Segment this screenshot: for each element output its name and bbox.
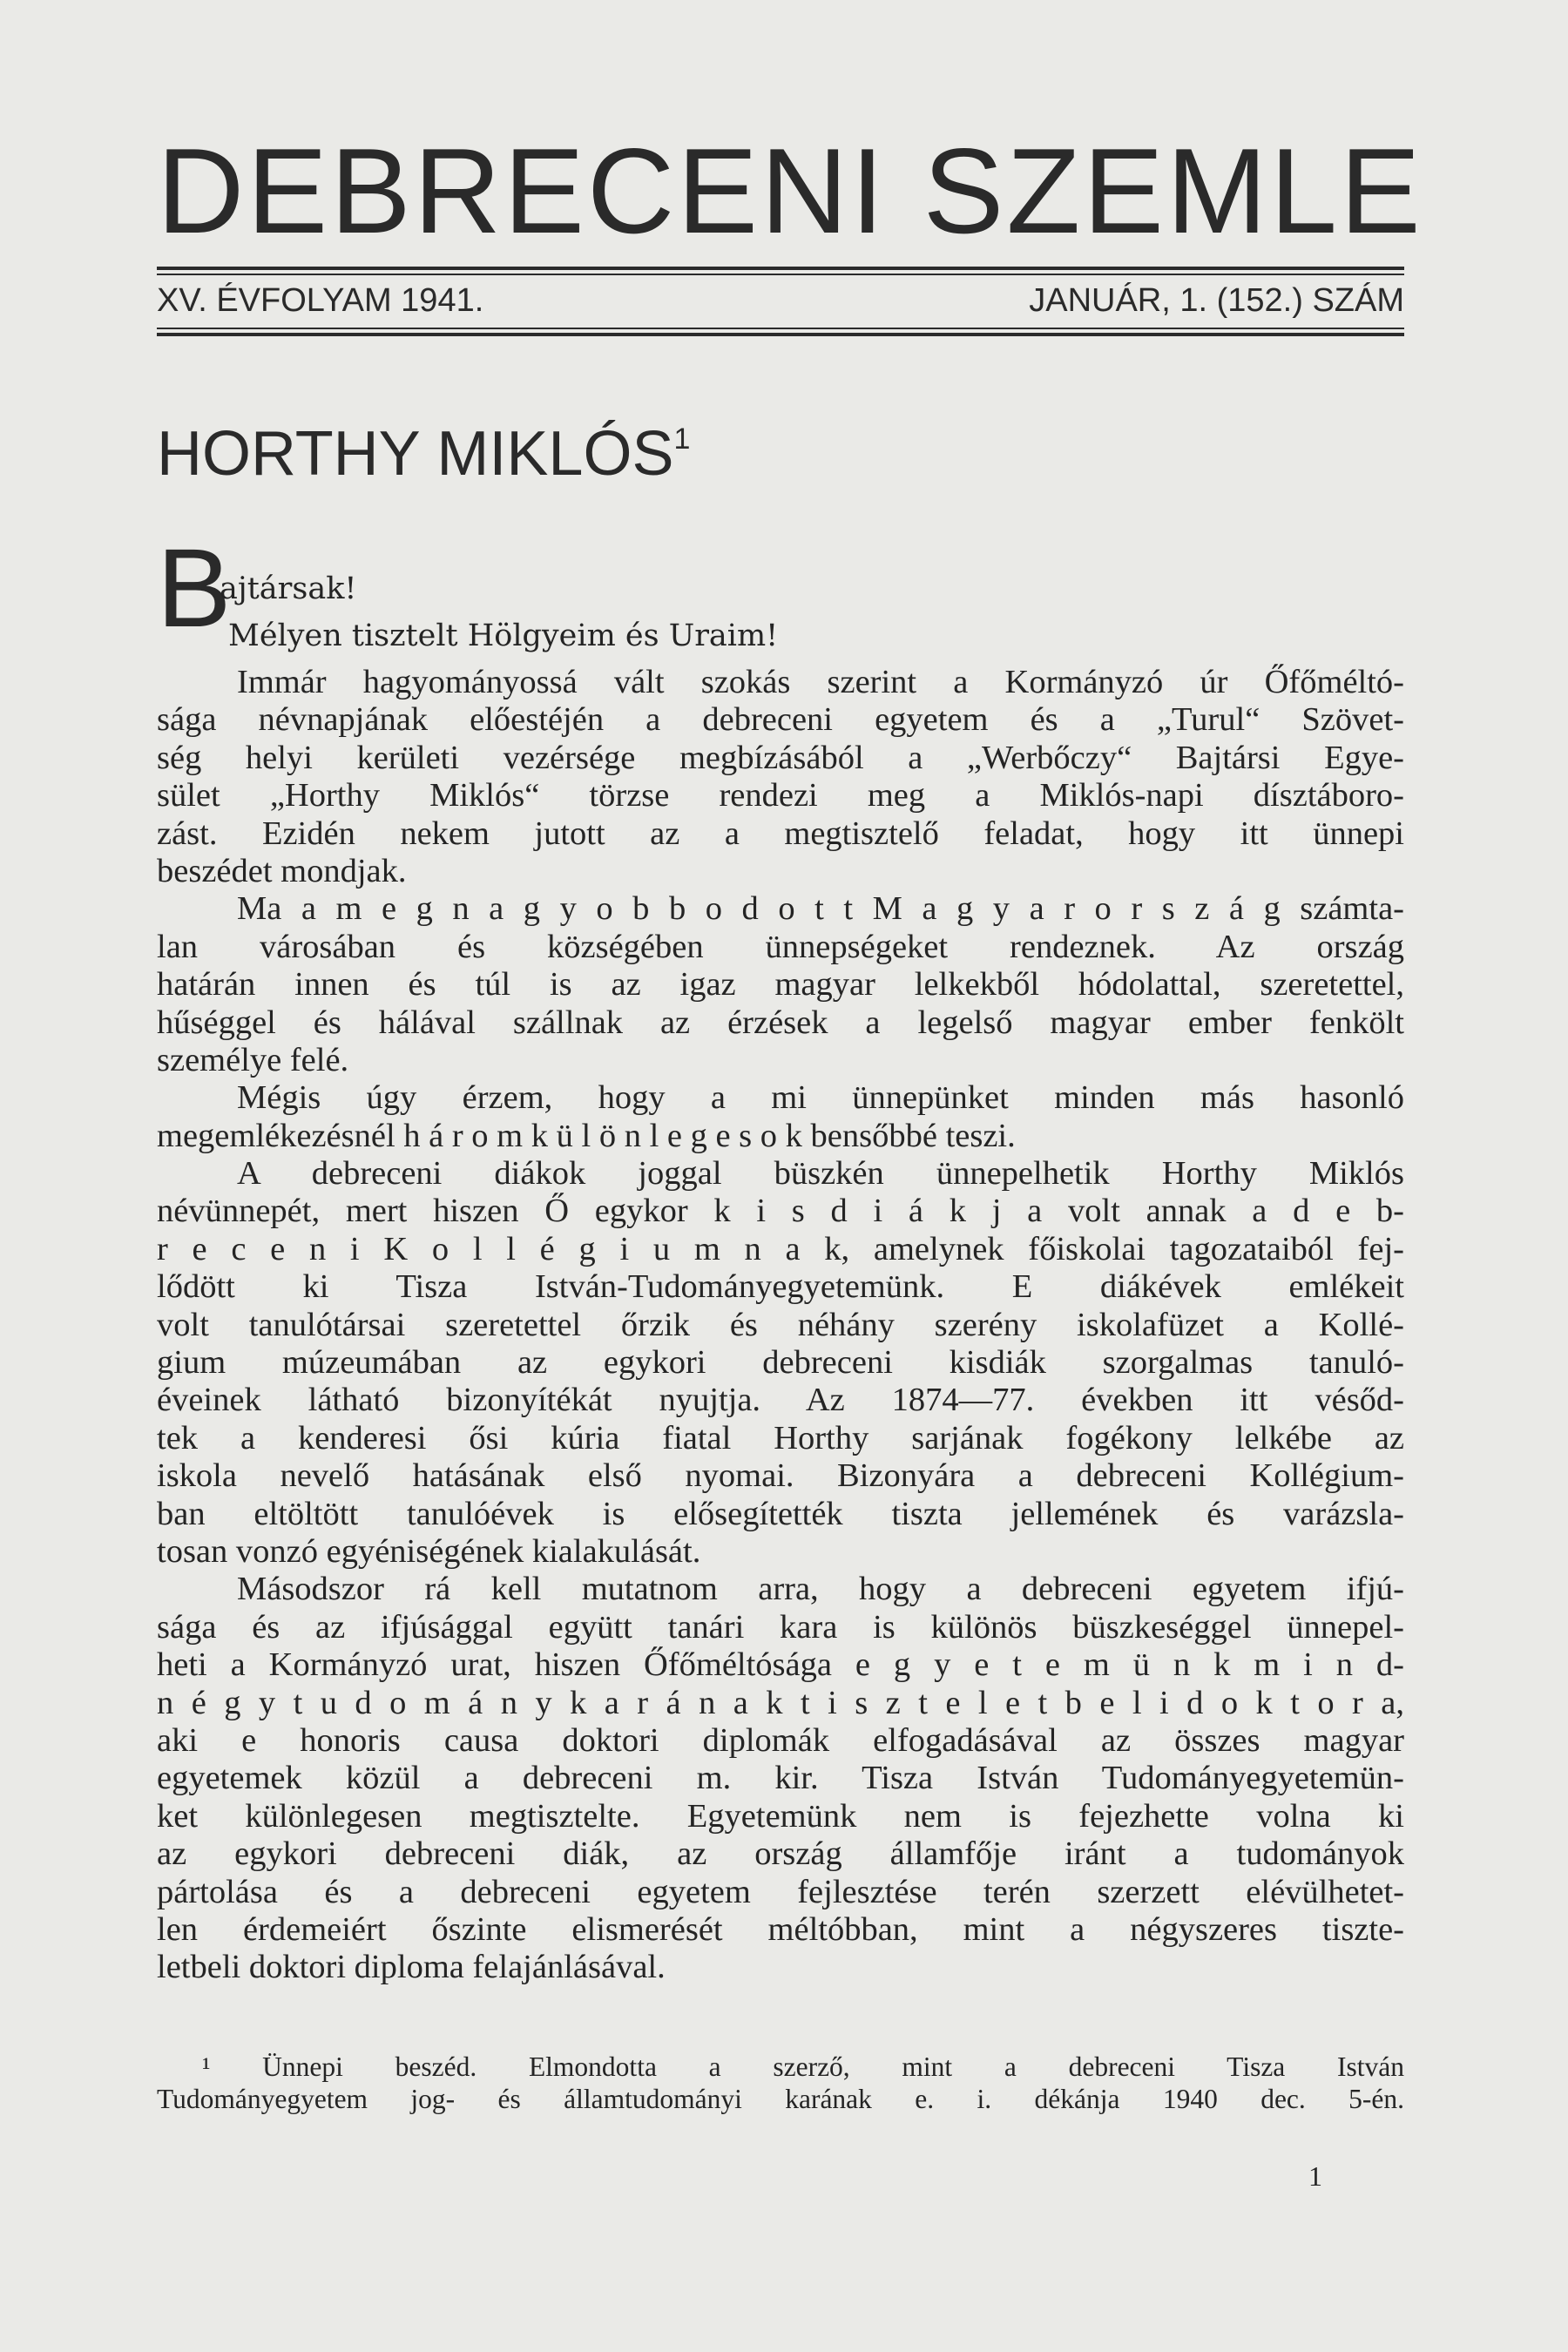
article-body (157, 664, 1404, 1987)
body-line: Mégis úgy érzem, hogy a mi ünnepünket minden más hasonló (237, 1079, 1404, 1117)
footnote (157, 2051, 1404, 2115)
body-line: iskola nevelő hatásának első nyomai. Bizonyára a debreceni Kollégium- (157, 1457, 1404, 1495)
masthead-rule-top (157, 267, 1404, 270)
body-line: tek a kenderesi ősi kúria fiatal Horthy sarjának fogékony lelkébe az (157, 1419, 1404, 1456)
issue-line (157, 281, 1404, 320)
body-line: r e c e n i K o l l é g i u m n a k, amelynek főiskolai tagozataiból fej- (157, 1230, 1404, 1267)
body-line: Immár hagyományossá vált szokás szerint a Kormányzó úr Őfőméltó- (237, 664, 1404, 700)
article-title (157, 419, 691, 489)
body-line: A debreceni diákok joggal büszkén ünnepelhetik Horthy Miklós (237, 1155, 1404, 1193)
body-line: sága és az ifjúsággal együtt tanári kara is különös büszkeséggel ünnepel- (157, 1608, 1404, 1646)
body-line: heti a Kormányzó urat, hiszen Őfőméltósága e g y e t e m ü n k m i n d- (157, 1646, 1404, 1684)
body-line: ket különlegesen megtisztelte. Egyetemünk nem is fejezhette volna ki (157, 1797, 1404, 1835)
drop-cap: B (157, 526, 232, 651)
body-line: névünnepét, mert hiszen Ő egykor k i s d i á k j a volt annak a d e b- (157, 1193, 1404, 1230)
masthead-rule-top-thin (157, 274, 1404, 275)
body-line: beszédet mondjak. (157, 852, 407, 889)
body-line: len érdemeiért őszinte elismerését méltóbban, mint a négyszeres tiszte- (157, 1910, 1404, 1948)
page-number: 1 (1308, 2160, 1322, 2192)
body-line: személye felé. (157, 1041, 349, 1078)
body-line: letbeli doktori diploma felajánlásával. (157, 1949, 666, 1986)
salutation: ajtársak! (220, 571, 357, 606)
title-footnote-marker: 1 (673, 422, 691, 456)
issue-label: JANUÁR, 1. (152.) SZÁM (1029, 282, 1404, 319)
body-line: gium múzeumában az egykori debreceni kisdiák szorgalmas tanuló- (157, 1344, 1404, 1382)
body-line: volt tanulótársai szeretettel őrzik és néhány szerény iskolafüzet a Kollé- (157, 1306, 1404, 1343)
masthead-rule-bottom-thin (157, 328, 1404, 329)
body-line: n é g y t u d o m á n y k a r á n a k t i s z t e l e t b e l i d o k t o r a, (157, 1684, 1404, 1721)
body-line: lan városában és községében ünnepségeket rendeznek. Az ország (157, 928, 1404, 965)
journal-title: DEBRECENI SZEMLE (157, 124, 1423, 259)
salutation-line-2: Mélyen tisztelt Hölgyeim és Uraim! (228, 618, 779, 653)
body-line: Ma a m e g n a g y o b b o d o t t M a g y a r o r s z á g számta- (237, 890, 1404, 928)
volume-label: XV. ÉVFOLYAM 1941. (157, 282, 484, 319)
body-line: éveinek látható bizonyítékát nyujtja. Az 1874—77. években itt vésőd- (157, 1382, 1404, 1419)
article-title-text: HORTHY MIKLÓS (157, 419, 674, 489)
body-line: tosan vonzó egyéniségének kialakulását. (157, 1532, 701, 1570)
body-line: pártolása és a debreceni egyetem fejlesztése terén szerzett elévülhetet- (157, 1873, 1404, 1910)
body-line: ség helyi kerületi vezérsége megbízásából a „Werbőczy“ Bajtársi Egye- (157, 739, 1404, 776)
body-line: az egykori debreceni diák, az ország államfője iránt a tudományok (157, 1835, 1404, 1873)
footnote-line: ¹ Ünnepi beszéd. Elmondotta a szerző, mint a debreceni Tisza István (202, 2051, 1404, 2082)
body-line: ban eltöltött tanulóévek is elősegítették tiszta jellemének és varázsla- (157, 1495, 1404, 1532)
body-line: megemlékezésnél h á r o m k ü l ö n l e g e s o k bensőbbé teszi. (157, 1117, 1016, 1154)
body-line: egyetemek közül a debreceni m. kir. Tisza István Tudományegyetemün- (157, 1760, 1404, 1797)
masthead-rule-bottom (157, 333, 1404, 336)
body-line: határán innen és túl is az igaz magyar lelkekből hódolattal, szeretettel, (157, 966, 1404, 1004)
body-line: sága névnapjának előestéjén a debreceni egyetem és a „Turul“ Szövet- (157, 701, 1404, 739)
footnote-line: Tudományegyetem jog- és államtudományi karának e. i. dékánja 1940 dec. 5-én. (157, 2084, 1404, 2114)
body-line: hűséggel és hálával szállnak az érzések a legelső magyar ember fenkölt (157, 1004, 1404, 1041)
body-line: Másodszor rá kell mutatnom arra, hogy a debreceni egyetem ifjú- (237, 1571, 1404, 1608)
body-line: zást. Ezidén nekem jutott az a megtisztelő feladat, hogy itt ünnepi (157, 814, 1404, 852)
body-line: aki e honoris causa doktori diplomák elfogadásával az összes magyar (157, 1721, 1404, 1759)
body-line: lődött ki Tisza István-Tudományegyetemünk. E diákévek emlékeit (157, 1268, 1404, 1306)
body-line: sület „Horthy Miklós“ törzse rendezi meg a Miklós-napi dísztáboro- (157, 777, 1404, 814)
